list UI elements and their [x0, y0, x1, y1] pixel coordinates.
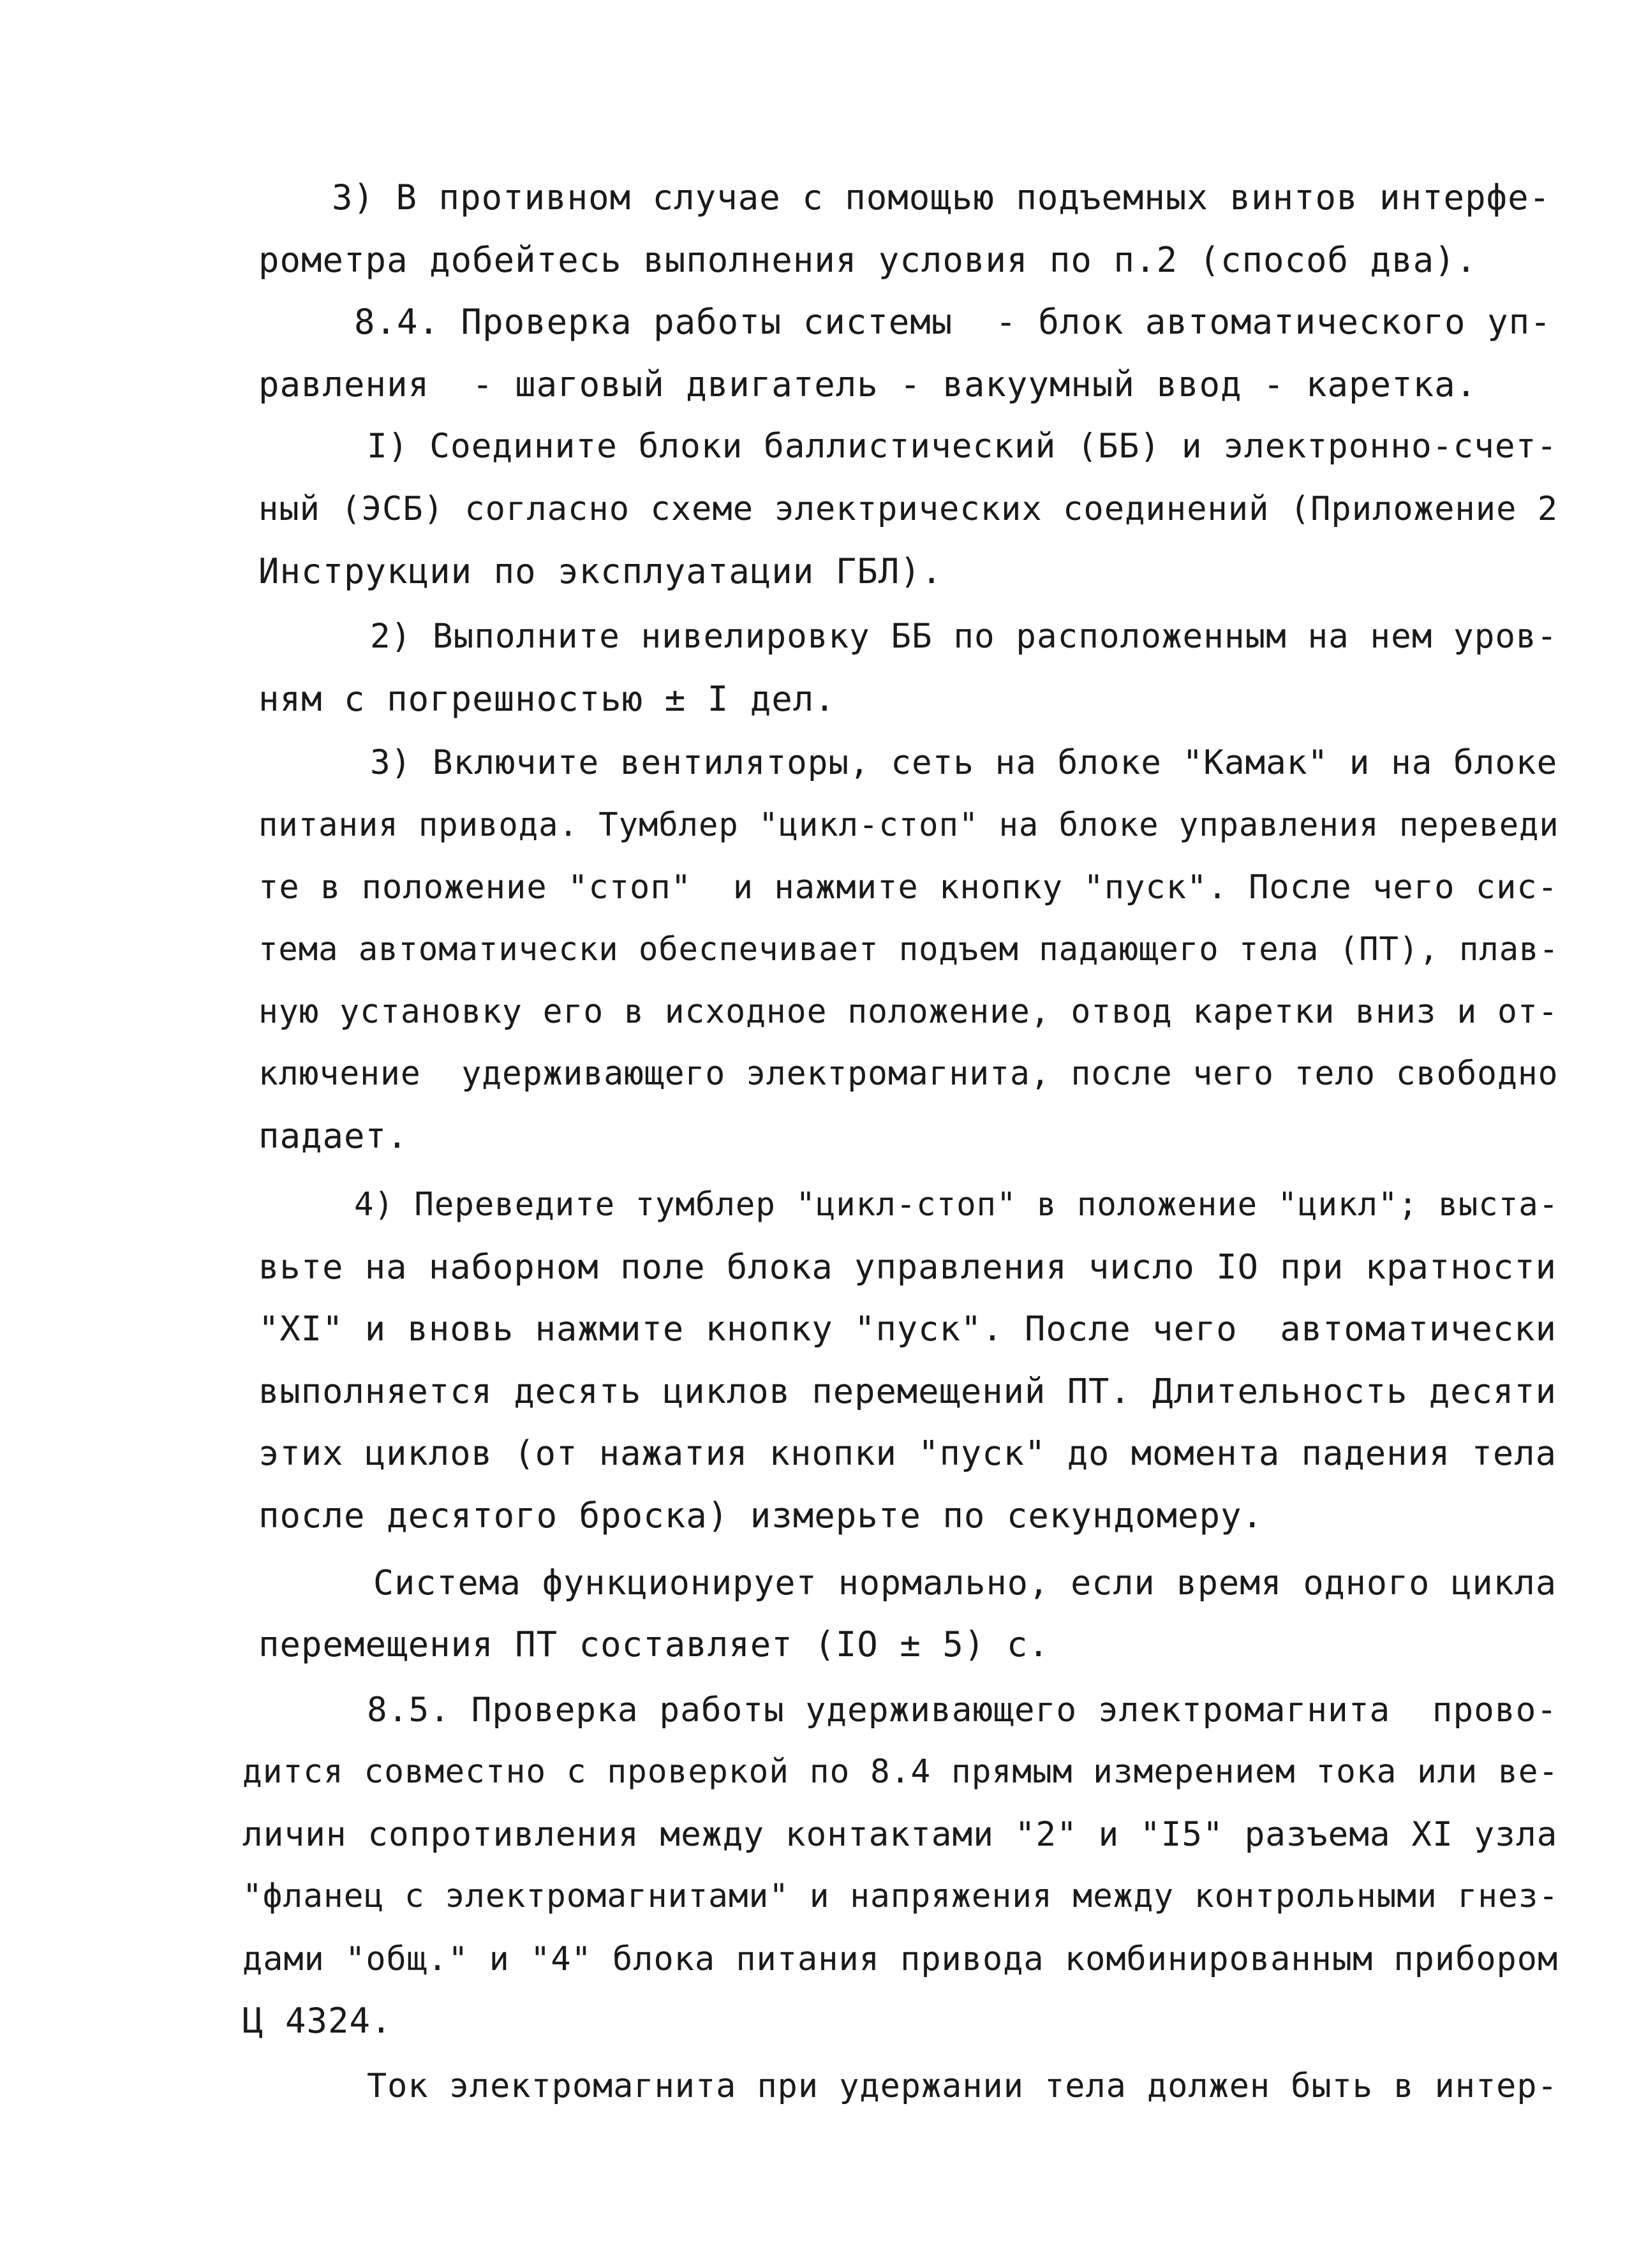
section-heading: 8.5. Проверка работы удерживающего электромагнита прово-: [367, 1691, 1558, 1730]
text-line: ный (ЭСБ) согласно схеме электрических соединений (Приложение 2: [258, 490, 1559, 528]
text-line: тема автоматически обеспечивает подъем падающего тела (ПТ), плав-: [258, 930, 1559, 968]
text-line: равления - шаговый двигатель - вакуумный ввод - каретка.: [258, 364, 1478, 404]
text-line: дится совместно с проверкой по 8.4 прямым измерением тока или ве-: [242, 1753, 1559, 1791]
text-line: "XI" и вновь нажмите кнопку "пуск". После чего автоматически: [258, 1308, 1557, 1349]
text-line: 3) В противном случае с помощью подъемных винтов интерфе-: [332, 177, 1551, 218]
text-line: Инструкции по эксплуатации ГБЛ).: [258, 551, 943, 591]
text-line: этих циклов (от нажатия кнопки "пуск" до момента падения тела: [258, 1433, 1557, 1473]
text-line: перемещения ПТ составляет (IO ± 5) с.: [258, 1624, 1050, 1664]
text-line: Ц 4324.: [242, 2001, 392, 2041]
text-line: те в положение "стоп" и нажмите кнопку "пуск". После чего сис-: [258, 868, 1559, 907]
text-line: ключение удерживающего электромагнита, после чего тело свободно: [258, 1055, 1559, 1093]
text-line: личин сопротивления между контактами "2" и "I5" разъема XI узла: [242, 1815, 1558, 1854]
text-line: после десятого броска) измерьте по секундомеру.: [258, 1495, 1264, 1536]
text-line: I) Соедините блоки баллистический (ББ) и электронно-счет-: [367, 427, 1558, 466]
text-line: Ток электромагнита при удержании тела должен быть в интер-: [367, 2067, 1558, 2105]
text-line: дами "общ." и "4" блока питания привода комбинированным прибором: [242, 1940, 1559, 1978]
text-line: 2) Выполните нивелировку ББ по расположенным на нем уров-: [370, 617, 1558, 656]
text-line: вьте на наборном поле блока управления число IO при кратности: [258, 1247, 1557, 1287]
text-line: 3) Включите вентиляторы, сеть на блоке "Камак" и на блоке: [370, 743, 1558, 782]
text-line: 4) Переведите тумблер "цикл-стоп" в положение "цикл"; выста-: [354, 1185, 1559, 1223]
text-line: Система функционирует нормально, если время одного цикла: [373, 1562, 1557, 1603]
text-line: падает.: [258, 1116, 408, 1156]
text-line: ную установку его в исходное положение, отвод каретки вниз и от-: [258, 993, 1559, 1031]
text-line: выполняется десять циклов перемещений ПТ. Длительность десяти: [258, 1371, 1557, 1411]
text-line: рометра добейтесь выполнения условия по п.2 (способ два).: [258, 240, 1478, 280]
text-line: "фланец с электромагнитами" и напряжения между контрольными гнез-: [242, 1878, 1559, 1915]
text-line: ням с погрешностью ± I дел.: [258, 679, 836, 719]
section-heading: 8.4. Проверка работы системы - блок автоматического уп-: [354, 302, 1552, 342]
text-line: питания привода. Тумблер "цикл-стоп" на блоке управления переведи: [258, 806, 1559, 843]
